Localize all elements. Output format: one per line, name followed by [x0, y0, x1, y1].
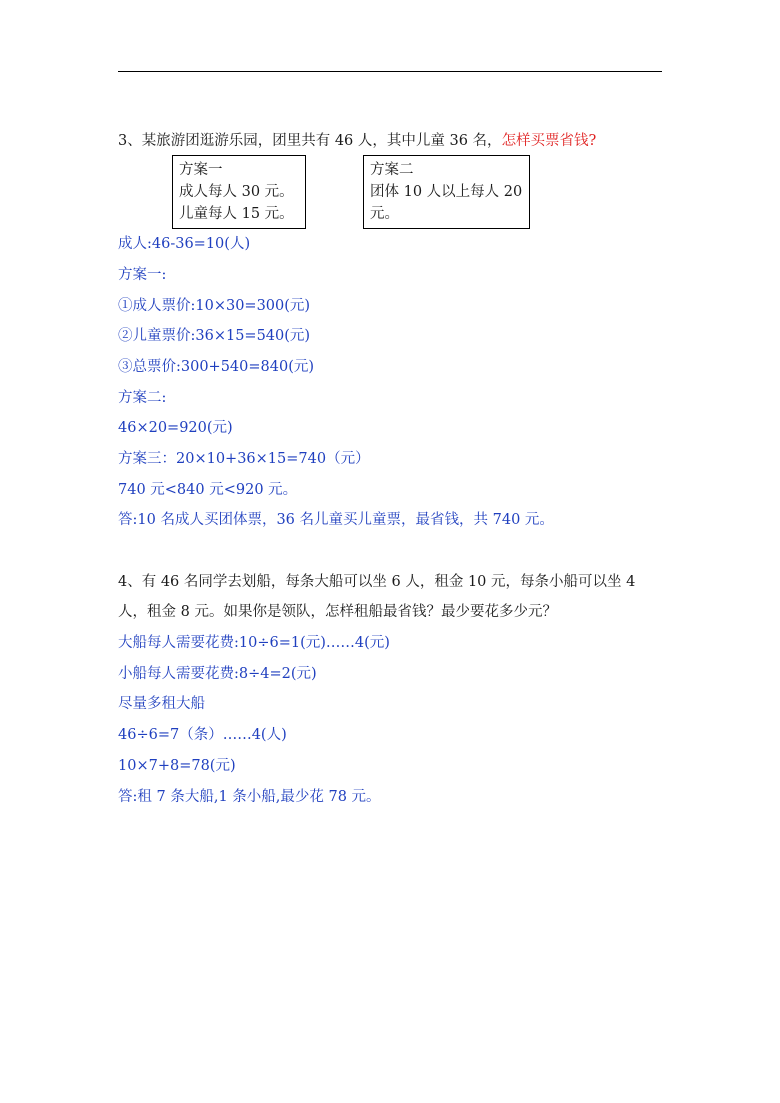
- q4-answer-line: 10×7+8=78(元): [118, 758, 236, 774]
- plan1-title: 方案一: [179, 162, 223, 178]
- plan1-box: [172, 155, 306, 229]
- q3-answer-line: 方案二:: [118, 390, 167, 406]
- q3-answer-line: 方案一:: [118, 267, 167, 283]
- q3-answer-line: 方案三：20×10+36×15=740（元）: [118, 451, 370, 467]
- q4-prompt-line2: 人，租金 8 元。如果你是领队，怎样租船最省钱？最少要花多少元？: [118, 604, 557, 620]
- q4-answer-final: 答:租 7 条大船,1 条小船,最少花 78 元。: [118, 789, 381, 805]
- q3-prompt: [118, 132, 596, 150]
- plan2-box: [363, 155, 530, 229]
- q3-answer-line: 46×20=920(元): [118, 420, 233, 436]
- plan1-line2: 儿童每人 15 元。: [179, 206, 294, 222]
- q4-answer-line: 小船每人需要花费:8÷4=2(元): [118, 666, 317, 682]
- plan2-line1: 团体 10 人以上每人 20: [370, 184, 523, 200]
- plan2-line2: 元。: [370, 206, 399, 222]
- q3-answer-line: ③总票价:300+540=840(元): [118, 359, 315, 375]
- q3-answer-line: 成人:46-36=10(人): [118, 236, 251, 252]
- q3-answer-line: ②儿童票价:36×15=540(元): [118, 328, 311, 344]
- q4-answer-line: 46÷6=7（条）……4(人): [118, 727, 287, 743]
- plan1-line1: 成人每人 30 元。: [179, 184, 294, 200]
- q3-prompt-text: 3、某旅游团逛游乐园，团里共有 46 人，其中儿童 36 名，: [118, 133, 502, 149]
- q4-prompt-line1: 4、有 46 名同学去划船，每条大船可以坐 6 人，租金 10 元，每条小船可以坐 4: [118, 574, 636, 590]
- q4-answer-line: 尽量多租大船: [118, 696, 205, 712]
- q3-answer-line: ①成人票价:10×30=300(元): [118, 298, 311, 314]
- q3-answer-final: 答:10 名成人买团体票，36 名儿童买儿童票，最省钱，共 740 元。: [118, 512, 554, 528]
- q3-answer-line: 740 元<840 元<920 元。: [118, 482, 298, 498]
- q3-prompt-highlight: 怎样买票省钱?: [501, 133, 597, 149]
- header-rule: [118, 71, 662, 72]
- q4-answer-line: 大船每人需要花费:10÷6=1(元)……4(元): [118, 635, 390, 651]
- plan2-title: 方案二: [370, 162, 414, 178]
